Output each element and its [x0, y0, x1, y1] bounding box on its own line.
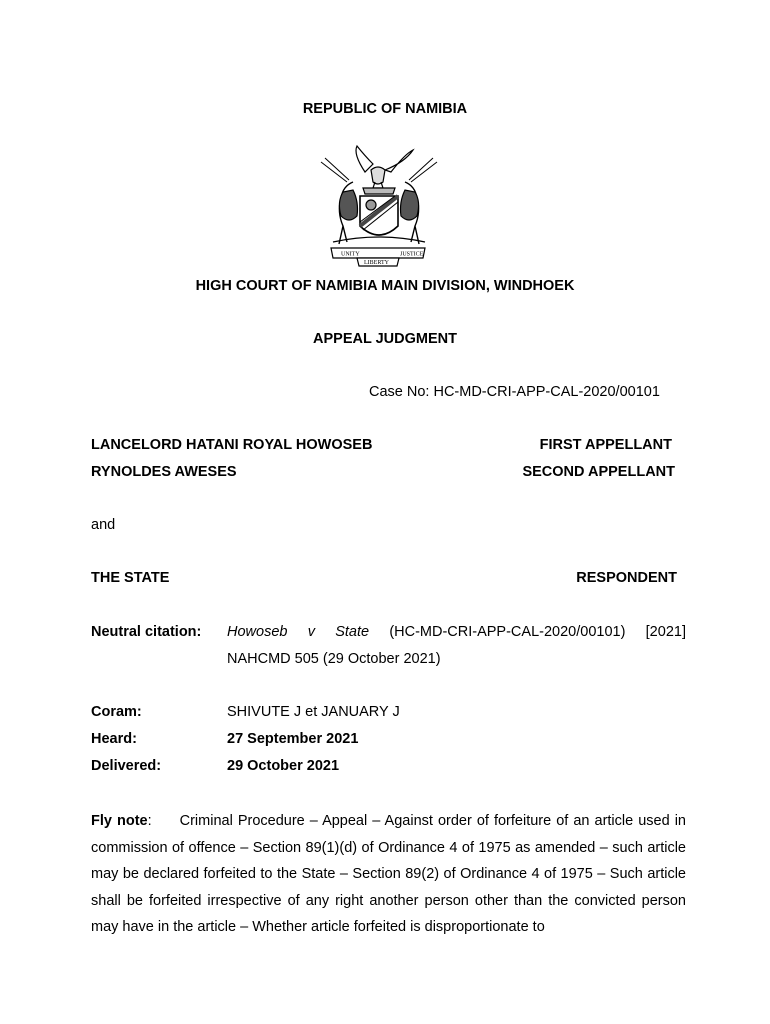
fly-note-label: Fly note	[91, 813, 148, 829]
second-appellant-name: RYNOLDES AWESES	[91, 464, 237, 480]
court-heading: HIGH COURT OF NAMIBIA MAIN DIVISION, WINDHOEK	[195, 278, 575, 294]
svg-text:LIBERTY: LIBERTY	[364, 260, 389, 266]
first-appellant-role: FIRST APPELLANT	[539, 437, 672, 453]
neutral-citation-line2: NAHCMD 505 (29 October 2021)	[227, 651, 441, 667]
document-type-heading: APPEAL JUDGMENT	[313, 331, 457, 347]
coram-value: SHIVUTE J et JANUARY J	[227, 704, 400, 720]
heard-value: 27 September 2021	[227, 731, 359, 747]
neutral-citation-line1	[227, 624, 686, 640]
second-appellant-role: SECOND APPELLANT	[522, 464, 675, 480]
coat-of-arms-icon	[313, 142, 443, 270]
respondent-name: THE STATE	[91, 570, 170, 586]
and-text: and	[91, 517, 116, 533]
fly-note-paragraph	[91, 808, 686, 941]
delivered-label: Delivered:	[91, 758, 162, 774]
heard-label: Heard:	[91, 731, 137, 747]
citation-case-number: (HC-MD-CRI-APP-CAL-2020/00101)	[389, 624, 626, 640]
fly-note-text: Criminal Procedure – Appeal – Against order of forfeiture of an article used in commission of offence – Section 89(1)(d) of Ordinance 4 of 1975 as amended – such article may be declared forfeited to the State – Section 89(2) of Ordinance 4 of 1975 – Such article shall be forfeited irrespective of any right another person other than the convicted person may have in the article – Whether article forfeited is disproportionate to	[91, 813, 686, 935]
citation-party-a: Howoseb	[227, 624, 288, 640]
neutral-citation-label: Neutral citation:	[91, 624, 202, 640]
first-appellant-name: LANCELORD HATANI ROYAL HOWOSEB	[91, 437, 373, 453]
case-number: Case No: HC-MD-CRI-APP-CAL-2020/00101	[369, 384, 660, 400]
republic-heading: REPUBLIC OF NAMIBIA	[302, 101, 468, 117]
citation-party-b: State	[335, 624, 370, 640]
svg-text:UNITY: UNITY	[341, 251, 360, 258]
svg-text:JUSTICE: JUSTICE	[400, 251, 424, 258]
coram-label: Coram:	[91, 704, 142, 720]
respondent-role: RESPONDENT	[576, 570, 677, 586]
delivered-value: 29 October 2021	[227, 758, 340, 774]
citation-versus: v	[307, 624, 315, 640]
fly-note-colon: :	[147, 813, 152, 829]
citation-year: [2021]	[645, 624, 686, 640]
